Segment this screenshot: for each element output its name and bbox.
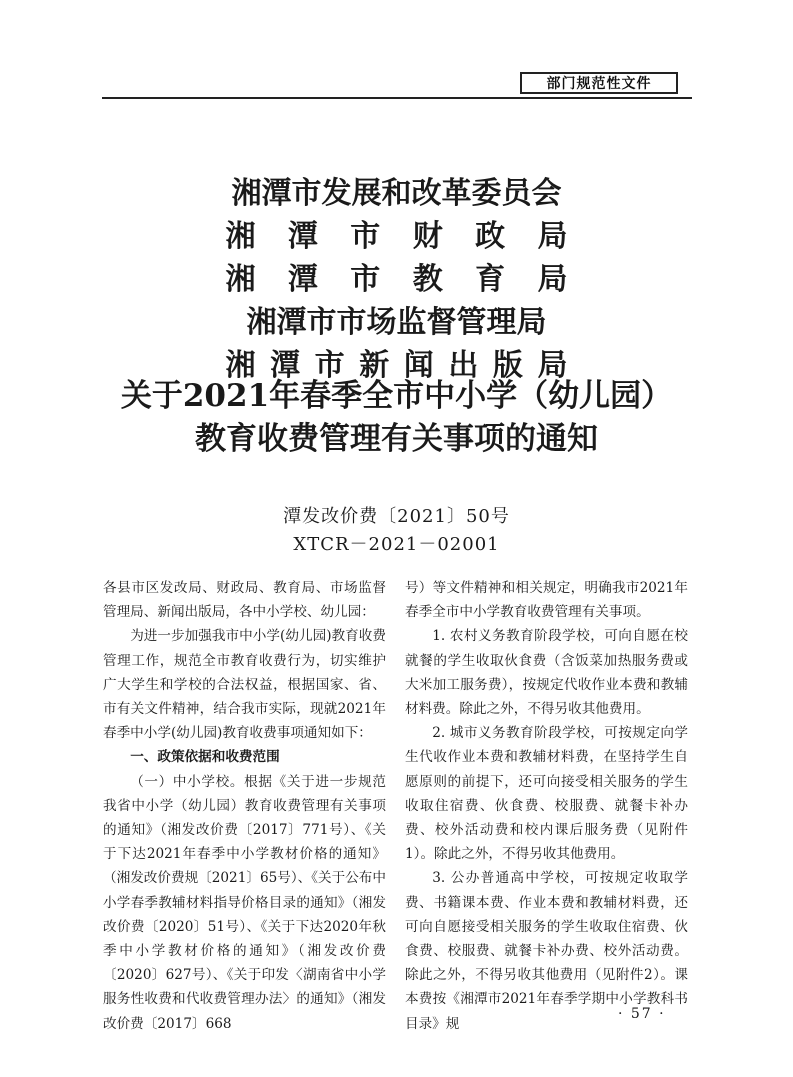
document-category-tag: 部门规范性文件 [520, 72, 678, 94]
page-number: · 57 · [618, 1006, 666, 1022]
issuer-market-supervision: 湘潭市市场监督管理局 [246, 305, 547, 340]
issuer-press-publication: 湘潭市新闻出版局 [225, 348, 568, 383]
notice-title [0, 375, 793, 461]
issuer-education-bureau: 湘潭市教育局 [225, 262, 568, 297]
issuing-agencies [0, 172, 793, 387]
item-1-paragraph: 1. 农村义务教育阶段学校，可向自愿在校就餐的学生收取伙食费（含饭菜加热服务费或大米加工服务费），按规定代收作业本费和教辅材料费。除此之外，不得另收其他费用。 [405, 628, 688, 718]
body-right-column [405, 576, 688, 1036]
registration-code: XTCR－2021－02001 [293, 534, 500, 555]
document-identifiers [0, 503, 793, 559]
issuer-finance-bureau: 湘潭市财政局 [225, 219, 568, 254]
intro-paragraph: 为进一步加强我市中小学(幼儿园)教育收费管理工作，规范全市教育收费行为，切实维护广大学生和学校的合法权益，根据国家、省、市有关文件精神，结合我市实际，现就2021年春季中小学(幼儿园)教育收费事项通知如下： [103, 628, 386, 742]
title-line-1: 关于2021年春季全市中小学（幼儿园） [120, 378, 673, 414]
title-line-2: 教育收费管理有关事项的通知 [195, 421, 598, 457]
section-1-heading: 一、政策依据和收费范围 [130, 749, 280, 766]
item-2-paragraph: 2. 城市义务教育阶段学校，可按规定向学生代收作业本费和教辅材料费，在坚持学生自愿原则的前提下，还可向接受相关服务的学生收取住宿费、伙食费、校服费、就餐卡补办费、校外活动费和校内课后服务费（见附件1）。除此之外，不得另收其他费用。 [405, 725, 688, 863]
addressees: 各县市区发改局、财政局、教育局、市场监督管理局、新闻出版局，各中小学校、幼儿园： [103, 580, 386, 621]
item-3-paragraph: 3. 公办普通高中学校，可按规定收取学费、书籍课本费、作业本费和教辅材料费，还可向自愿接受相关服务的学生收取住宿费、伙食费、校服费、就餐卡补办费、校外活动费。除此之外，不得另收其他费用（见附件2）。课本费按《湘潭市2021年春季学期中小学教科书目录》规 [405, 870, 688, 1032]
section-1-paragraph: （一）中小学校。根据《关于进一步规范我省中小学（幼儿园）教育收费管理有关事项的通知》（湘发改价费〔2017〕771号）、《关于下达2021年春季中小学教材价格的通知》（湘发改价费规〔2021〕65号）、《关于公布中小学春季教辅材料指导价格目录的通知》（湘发改价费〔2020〕51号）、《关于下达2020年秋季中小学教材价格的通知》（湘发改价费〔2020〕627号）、《关于印发〈湖南省中小学服务性收费和代收费管理办法〉的通知》（湘发改价费〔2017〕668 [103, 773, 386, 1032]
body-left-column [103, 576, 386, 1036]
continuation-paragraph: 号）等文件精神和相关规定，明确我市2021年春季全市中小学教育收费管理有关事项。 [405, 580, 688, 621]
issuer-development-reform: 湘潭市发展和改革委员会 [231, 176, 562, 211]
header-rule [102, 97, 692, 99]
document-number: 潭发改价费〔2021〕50号 [283, 506, 510, 527]
